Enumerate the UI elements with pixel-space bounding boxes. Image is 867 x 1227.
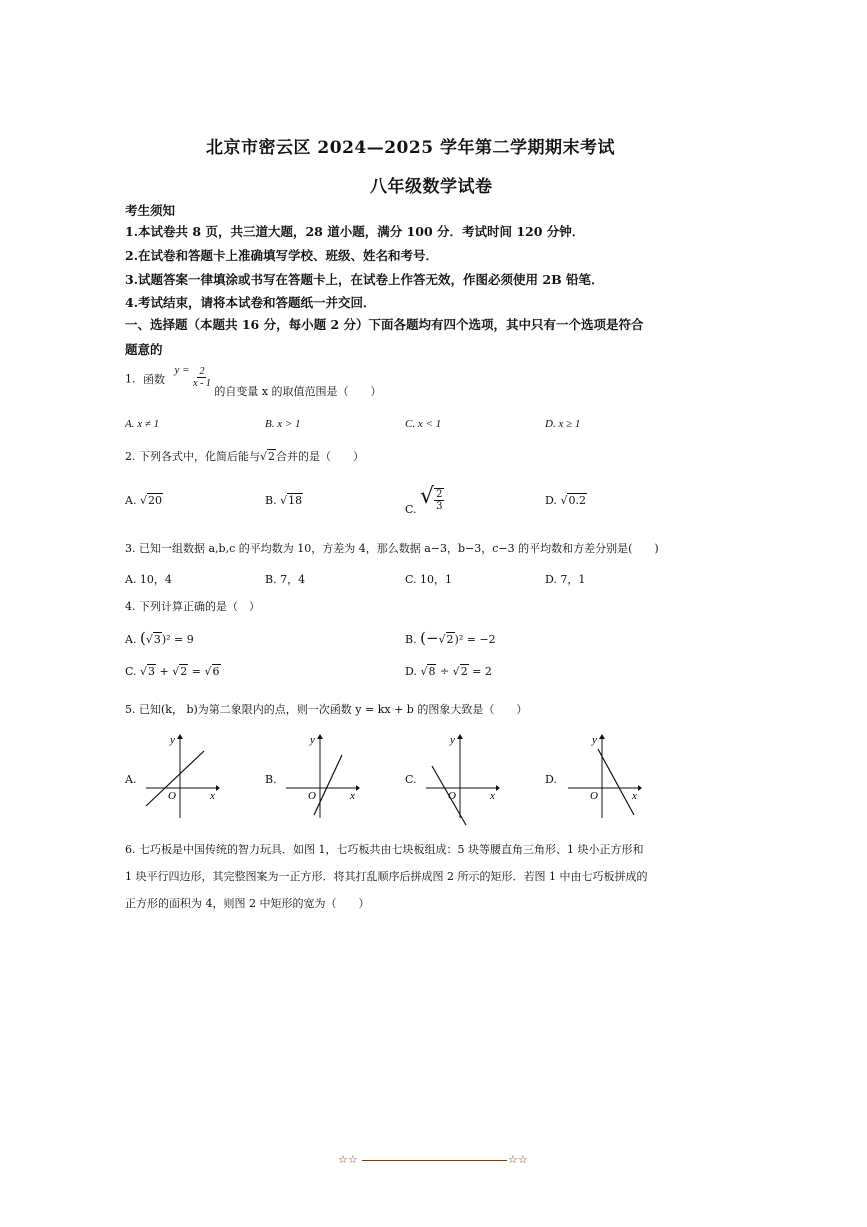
q4-option-a[interactable]: A. (√3)² = 9 (125, 629, 194, 647)
question-6-line-3: 正方形的面积为 4，则图 2 中矩形的宽为（ ） (125, 897, 370, 910)
q1-eq: y = (174, 363, 190, 376)
q1-option-b[interactable]: B. x > 1 (265, 418, 301, 430)
question-3: 3. 已知一组数据 a,b,c 的平均数为 10，方差为 4，那么数据 a−3，b−3，c−3 的平均数和方差分别是( ) (125, 542, 659, 555)
footer-stars-left: ☆☆ (338, 1153, 358, 1166)
q1-frac-den: x - 1 (193, 378, 211, 389)
svg-text:y: y (592, 734, 597, 746)
q2-a-radical: √20 (139, 494, 162, 507)
section-heading: 一、选择题（本题共 16 分，每小题 2 分）下面各题均有四个选项，其中只有一个选项是符合 (125, 317, 644, 332)
q1-frac-num: 2 (199, 366, 205, 377)
svg-text:O: O (308, 790, 316, 802)
notice-item-3: 3.试题答案一律填涂或书写在答题卡上，在试卷上作答无效，作图必须使用 2B 铅笔． (125, 272, 604, 287)
notice-item-4: 4.考试结束，请将本试卷和答题纸一并交回． (125, 295, 376, 310)
svg-text:O: O (590, 790, 598, 802)
q2-c-radical: √ (420, 484, 435, 509)
svg-text:x: x (632, 790, 637, 802)
q1-fraction (193, 366, 211, 389)
q2-b-radical: √18 (280, 494, 303, 507)
q3-option-c[interactable]: C. 10，1 (405, 573, 453, 586)
q3-option-b[interactable]: B. 7，4 (265, 573, 306, 586)
q1-option-c[interactable]: C. x < 1 (405, 418, 442, 430)
question-2 (125, 448, 364, 464)
q3-option-a[interactable]: A. 10，4 (125, 573, 172, 586)
q2-c-fraction: $\frac{2}{3}$ (436, 489, 443, 512)
q1-pre: 函数 (143, 372, 165, 386)
question-6-line-2: 1 块平行四边形，其完整图案为一正方形．将其打乱顺序后拼成图 2 所示的矩形．若图 1 中由七巧板拼成的 (125, 870, 648, 883)
question-6-line-1: 6. 七巧板是中国传统的智力玩具．如图 1，七巧板共由七块板组成：5 块等腰直角三角形、1 块小正方形和 (125, 843, 644, 856)
q5-a-y: y (170, 734, 175, 746)
q4-option-b[interactable]: B. (−√2)² = −2 (405, 629, 496, 647)
section-heading-cont: 题意的 (125, 342, 163, 357)
q1-post: 的自变量 x 的取值范围是（ ） (214, 384, 382, 398)
svg-text:O: O (448, 790, 456, 802)
notice-item-1: 1.本试卷共 8 页，共三道大题，28 道小题，满分 100 分．考试时间 120 分钟． (125, 224, 585, 239)
q3-option-d[interactable]: D. 7，1 (545, 573, 586, 586)
q5-graph-a[interactable] (140, 733, 220, 823)
q5-graph-c[interactable] (422, 733, 502, 828)
svg-text:x: x (350, 790, 355, 802)
q5-option-c-label[interactable]: C. (405, 773, 417, 786)
q2-stem-radical: √2 (260, 450, 276, 463)
q5-option-a-label[interactable]: A. (125, 773, 137, 786)
q5-option-b-label[interactable]: B. (265, 773, 277, 786)
q5-graph-d[interactable] (564, 733, 644, 823)
q2-option-c[interactable]: C. √ $\frac{2}{3}$ (405, 484, 443, 516)
q2-option-b[interactable]: B. √18 (265, 494, 303, 507)
svg-text:y: y (450, 734, 455, 746)
q1-option-d[interactable]: D. x ≥ 1 (545, 418, 581, 430)
svg-text:x: x (490, 790, 495, 802)
q2-stem-pre: 2. 下列各式中，化简后能与 (125, 450, 260, 463)
q1-number: 1. (125, 372, 136, 386)
q5-a-o: O (168, 790, 176, 802)
footer-stars-right: ☆☆ (508, 1153, 528, 1166)
q2-option-d[interactable]: D. √0.2 (545, 494, 586, 507)
q2-stem-post: 合并的是（ ） (276, 450, 365, 463)
q1-option-a[interactable]: A. x ≠ 1 (125, 418, 160, 430)
question-1 (125, 363, 382, 398)
q5-graph-b[interactable] (282, 733, 362, 823)
q2-option-a[interactable]: A. √20 (125, 494, 162, 507)
q4-option-d[interactable]: D. √8 ÷ √2 = 2 (405, 665, 492, 678)
notice-item-2: 2.在试卷和答题卡上准确填写学校、班级、姓名和考号． (125, 248, 439, 263)
footer-divider (362, 1160, 507, 1161)
q5-a-x: x (210, 790, 215, 802)
q2-d-radical: √0.2 (560, 494, 586, 507)
svg-text:y: y (310, 734, 315, 746)
question-5: 5. 已知(k， b)为第二象限内的点，则一次函数 y = kx + b 的图象大致是（ ） (125, 703, 528, 716)
q5-option-d-label[interactable]: D. (545, 773, 557, 786)
page-title: 北京市密云区 2024—2025 学年第二学期期末考试 (206, 138, 615, 158)
question-4: 4. 下列计算正确的是（ ） (125, 600, 260, 613)
page-subtitle: 八年级数学试卷 (370, 177, 493, 197)
q4-option-c[interactable]: C. √3 + √2 = √6 (125, 665, 220, 678)
notice-heading: 考生须知 (125, 203, 176, 218)
